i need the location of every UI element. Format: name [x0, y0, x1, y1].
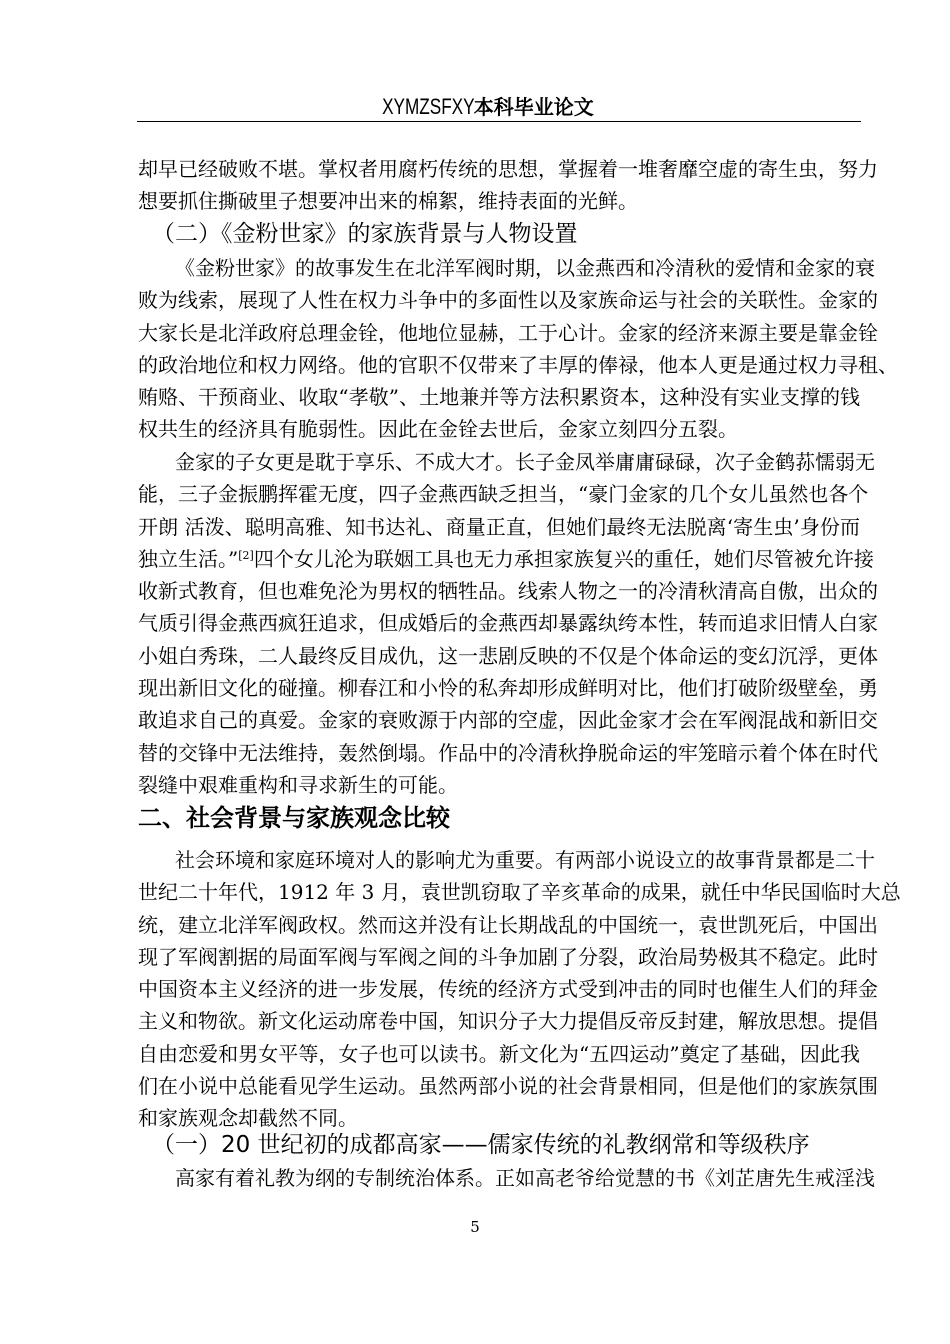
- text-line: 败为线索，展现了人性在权力斗争中的多面性以及家族命运与社会的关联性。金家的: [138, 288, 878, 313]
- text-line: 主义和物欲。新文化运动席卷中国，知识分子大力提倡反帝反封建，解放思想。提倡: [138, 1009, 878, 1034]
- page-number: 5: [470, 1218, 480, 1236]
- text-segment: 独立生活。”: [138, 546, 239, 571]
- citation-ref[interactable]: [2]: [238, 548, 254, 562]
- text-line: 世纪二十年代，1912 年 3 月，袁世凯窃取了辛亥革命的成果，就任中华民国临时大总: [138, 880, 901, 905]
- text-line: 自由恋爱和男女平等，女子也可以读书。新文化为“五四运动”奠定了基础，因此我: [138, 1041, 860, 1066]
- text-line: 社会环境和家庭环境对人的影响尤为重要。有两部小说设立的故事背景都是二十: [175, 848, 875, 872]
- text-line: 小姐白秀珠，二人最终反目成仇，这一悲剧反映的不仅是个体命运的变幻沉浮，更体: [138, 643, 878, 668]
- paragraph: [138, 252, 898, 446]
- header-rule: [137, 121, 861, 122]
- header-latin: XYMZSFXY: [382, 94, 475, 119]
- paragraph: [138, 153, 878, 218]
- text-line: 权共生的经济具有脆弱性。因此在金铨去世后，金家立刻四分五裂。: [138, 417, 738, 442]
- page-header: [0, 92, 950, 123]
- text-line: [138, 543, 874, 575]
- text-line: 想要抓住撕破里子想要冲出来的棉絮，维持表面的光鲜。: [138, 189, 638, 214]
- text-line: 统，建立北洋军阀政权。然而这并没有让长期战乱的中国统一，袁世凯死后，中国出: [138, 912, 878, 937]
- text-line: 的政治地位和权力网络。他的官职不仅带来了丰厚的俸禄，他本人更是通过权力寻租、: [138, 352, 898, 377]
- header-title: 本科毕业论文: [473, 95, 594, 119]
- text-line: 气质引得金燕西疯狂追求，但成婚后的金燕西却暴露纨绔本性，转而追求旧情人白家: [138, 611, 878, 636]
- text-line: 现出新旧文化的碰撞。柳春江和小怜的私奔却形成鲜明对比，他们打破阶级壁垒，勇: [138, 676, 878, 701]
- chapter-heading-2: 二、社会背景与家族观念比较: [138, 804, 450, 832]
- text-line: 能，三子金振鹏挥霍无度，四子金燕西缺乏担当，“豪门金家的几个女儿虽然也各个: [138, 482, 869, 507]
- section-heading-2-1: （一）20 世纪初的成都高家——儒家传统的礼教纲常和等级秩序: [152, 1132, 810, 1158]
- paragraph: [138, 446, 878, 801]
- text-line: 和家族观念却截然不同。: [138, 1106, 358, 1131]
- text-segment: 四个女儿沦为联姻工具也无力承担家族复兴的重任，她们尽管被允许接: [253, 546, 874, 571]
- text-line: 现了军阀割据的局面军阀与军阀之间的斗争加剧了分裂，政治局势极其不稳定。此时: [138, 944, 878, 969]
- text-line: 金家的子女更是耽于享乐、不成大才。长子金凤举庸庸碌碌，次子金鹤荪懦弱无: [175, 450, 875, 474]
- text-line: 们在小说中总能看见学生运动。虽然两部小说的社会背景相同，但是他们的家族氛围: [138, 1074, 878, 1099]
- text-line: 中国资本主义经济的进一步发展，传统的经济方式受到冲击的同时也催生人们的拜金: [138, 977, 878, 1002]
- paragraph: [138, 1162, 875, 1194]
- text-line: 高家有着礼教为纲的专制统治体系。正如高老爷给觉慧的书《刘芷唐先生戒淫浅: [175, 1166, 875, 1190]
- text-line: 敢追求自己的真爱。金家的衰败源于内部的空虚，因此金家才会在军阀混战和新旧交: [138, 708, 878, 733]
- text-line: 收新式教育，但也难免沦为男权的牺牲品。线索人物之一的冷清秋清高自傲，出众的: [138, 579, 878, 604]
- text-line: 替的交锋中无法维持，轰然倒塌。作品中的冷清秋挣脱命运的牢笼暗示着个体在时代: [138, 740, 878, 765]
- text-line: 却早已经破败不堪。掌权者用腐朽传统的思想，掌握着一堆奢靡空虚的寄生虫，努力: [138, 157, 878, 181]
- text-line: 裂缝中艰难重构和寻求新生的可能。: [138, 772, 458, 797]
- text-line: 开朗 活泼、聪明高雅、知书达礼、商量正直，但她们最终无法脱离‘寄生虫’身份而: [138, 514, 860, 539]
- text-line: 大家长是北洋政府总理金铨，他地位显赫，工于心计。金家的经济来源主要是靠金铨: [138, 320, 878, 345]
- section-heading-2-2: （二）《金粉世家》的家族背景与人物设置: [152, 221, 578, 247]
- paragraph: [138, 844, 901, 1135]
- text-line: 《金粉世家》的故事发生在北洋军阀时期，以金燕西和冷清秋的爱情和金家的衰: [175, 256, 875, 280]
- text-line: 贿赂、干预商业、收取“孝敬”、土地兼并等方法积累资本，这种没有实业支撑的钱: [138, 385, 860, 410]
